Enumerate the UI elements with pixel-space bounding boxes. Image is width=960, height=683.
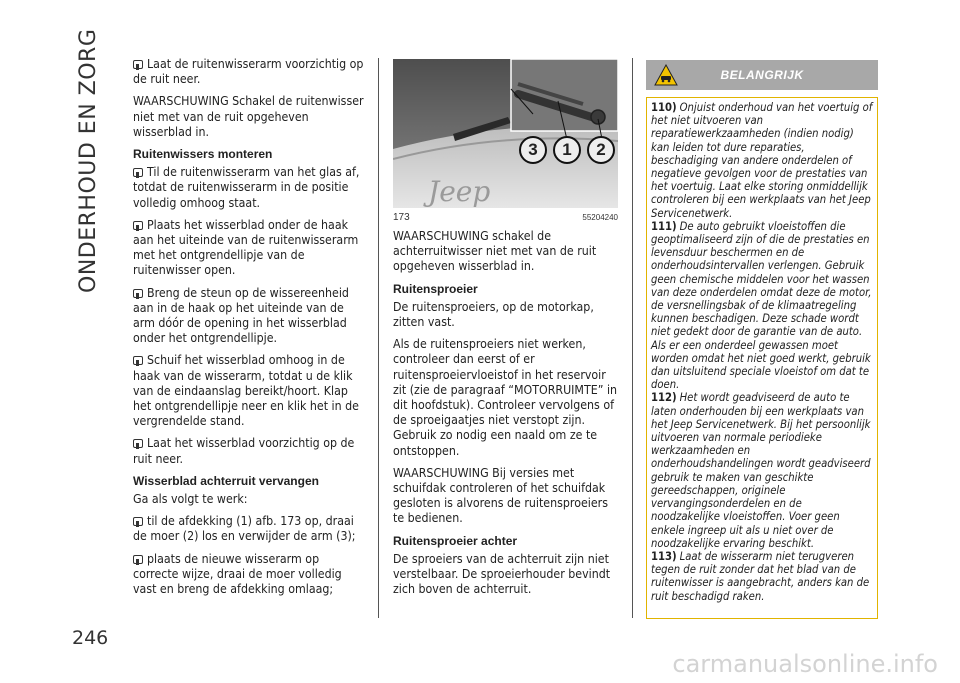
text: Laat de ruitenwisserarm voorzichtig op de ruit neer. (133, 57, 364, 87)
watermark: carmanualsonline.info (672, 650, 938, 678)
text: Schuif het wisserblad omhoog in de haak van de wisserarm, totdat u de klik van de eindaanslag bereikt/hoort. Klap het ontgrendellipje neer en klik het in de vergrendelde stand. (133, 353, 359, 429)
text-column-1 (133, 57, 365, 604)
chapter-title: ONDERHOUD EN ZORG (76, 28, 101, 293)
warning-note (651, 101, 873, 220)
text: Til de ruitenwisserarm van het glas af, totdat de ruitenwisserarm in de positie volledig omhoog staat. (133, 165, 360, 210)
text: De ruitensproeiers, op de motorkap, zitten vast. (393, 299, 594, 330)
warning-title: BELANGRIJK (720, 68, 804, 82)
bullet-marker-icon (133, 168, 143, 177)
figure-rear-wiper (393, 59, 618, 208)
bullet-marker-icon (133, 289, 143, 298)
note-text: Onjuist onderhoud van het voertuig of het niet uitvoeren van reparatiewerkzaamheden (indien nodig) kan leiden tot dure reparaties, beschadiging van andere onderdelen of negatieve gevolgen voor de prestaties van het voertuig. Laat elke storing onmiddellijk controleren bij een werkplaats van het Jeep Servicenetwerk. (651, 101, 873, 220)
text: plaats de nieuwe wisserarm op correcte wijze, draai de moer volledig vast en breng de afdekking omlaag; (133, 551, 342, 597)
text: Als de ruitensproeiers niet werken, controleer dan eerst of er ruitensproeiervloeistof in het reservoir zit (zie de paragraaf “MOTORRUIMTE” in dit hoofdstuk). Controleer vervolgens of de sproeigaatjes niet verstopt zijn. Gebruik zo nodig een naald om ze te ontstoppen. (393, 337, 618, 458)
bullet-marker-icon (133, 60, 143, 69)
column-divider (632, 58, 633, 618)
note-number: 110) (651, 101, 677, 114)
warning-header (646, 60, 878, 90)
bullet-marker-icon (133, 439, 143, 448)
page-number: 246 (72, 627, 109, 649)
bullet-item (133, 353, 365, 429)
rear-wiper-illustration (393, 59, 618, 208)
text: Breng de steun op de wissereenheid aan in de haak op het uiteinde van de arm dóór de opening in het wisserblad onder het ontgrendellipje. (133, 285, 349, 346)
text: Ruitensproeier (393, 281, 478, 296)
column-divider (378, 58, 379, 618)
figure-code: 55204240 (582, 213, 618, 222)
section-heading (133, 474, 365, 489)
bullet-item (133, 552, 365, 598)
bullet-item (133, 218, 365, 279)
section-heading (393, 534, 621, 549)
paragraph (393, 552, 621, 598)
svg-text:Jeep: Jeep (428, 175, 491, 208)
warning-note (651, 550, 873, 603)
note-number: 111) (651, 219, 677, 233)
callout-3: 3 (519, 136, 547, 164)
text: Plaats het wisserblad onder de haak aan het uiteinde van de ruitenwisserarm met het ontgrendellipje van de ruitenwisser open. (133, 217, 359, 278)
bullet-marker-icon (133, 221, 143, 230)
paragraph (393, 300, 621, 330)
text: Ruitensproeier achter (393, 533, 518, 548)
bullet-marker-icon (133, 555, 143, 564)
figure-number: 173 (393, 212, 410, 223)
note-text: Laat de wisserarm niet terugveren tegen de ruit zonder dat het blad van de ruitenwisser is aangebracht, anders kan de ruit beschadigd raken. (651, 549, 870, 603)
text: Wisserblad achterruit vervangen (133, 473, 319, 488)
note-text: Het wordt geadviseerd de auto te laten onderhouden bij een werkplaats van het Jeep Servicenetwerk. Bij het persoonlijk uitvoeren van normale periodieke werkzaamheden en onderhoudshandelingen wordt geadviseerd gebruik te maken van geschikte gereedschappen, originele vervangingsonderdelen en de noodzakelijke vloeistoffen. Voer geen enkele ingreep uit als u niet over de noodzakelijke ervaring beschikt. (651, 391, 871, 550)
text-column-2 (393, 229, 621, 604)
paragraph (393, 337, 621, 459)
note-number: 113) (651, 549, 677, 563)
text: WAARSCHUWING Bij versies met schuifdak controleren of het schuifdak gesloten is alvorens de ruitensproeiers te bedienen. (393, 465, 608, 526)
text: Ga als volgt te werk: (133, 492, 248, 507)
bullet-item (133, 165, 365, 211)
figure-caption (393, 212, 618, 223)
note-number: 112) (651, 391, 677, 405)
callout-2: 2 (587, 136, 615, 164)
text: til de afdekking (1) afb. 173 op, draai de moer (2) los en verwijder de arm (3); (133, 514, 356, 544)
bullet-item (133, 514, 365, 544)
warning-note (651, 391, 873, 549)
text: Laat het wisserblad voorzichtig op de ruit neer. (133, 436, 355, 466)
text: WAARSCHUWING schakel de achterruitwisser niet met van de ruit opgeheven wisserblad in. (393, 229, 597, 274)
warning-notes (646, 97, 878, 619)
warning-note (651, 220, 873, 392)
section-heading (133, 147, 365, 162)
note-text: De auto gebruikt vloeistoffen die geoptimaliseerd zijn of die de prestaties en levensduur beschermen en de onderhoudsintervallen verlengen. Gebruik geen chemische middelen voor het wassen van deze onderdelen omdat deze de motor, de versnellingsbak of de klimaatregeling kunnen beschadigen. Deze schade wordt niet gedekt door de garantie van de auto. Als er een onderdeel gewassen moet worden omdat het niet goed werkt, gebruik dan uitsluitend speciale vloeistof om dat te doen. (651, 219, 872, 392)
bullet-marker-icon (133, 517, 143, 526)
bullet-item (133, 57, 365, 87)
paragraph (133, 94, 365, 140)
section-heading (393, 282, 621, 297)
bullet-item (133, 436, 365, 466)
text: Ruitenwissers monteren (133, 147, 273, 162)
paragraph (393, 466, 621, 527)
paragraph (133, 492, 365, 507)
bullet-marker-icon (133, 356, 143, 365)
callout-1: 1 (553, 136, 581, 164)
text: De sproeiers van de achterruit zijn niet verstelbaar. De sproeierhouder bevindt zich boven de achterruit. (393, 551, 611, 597)
paragraph (393, 229, 621, 275)
bullet-item (133, 286, 365, 347)
text: WAARSCHUWING Schakel de ruitenwisser niet met van de ruit opgeheven wisserblad in. (133, 94, 364, 139)
